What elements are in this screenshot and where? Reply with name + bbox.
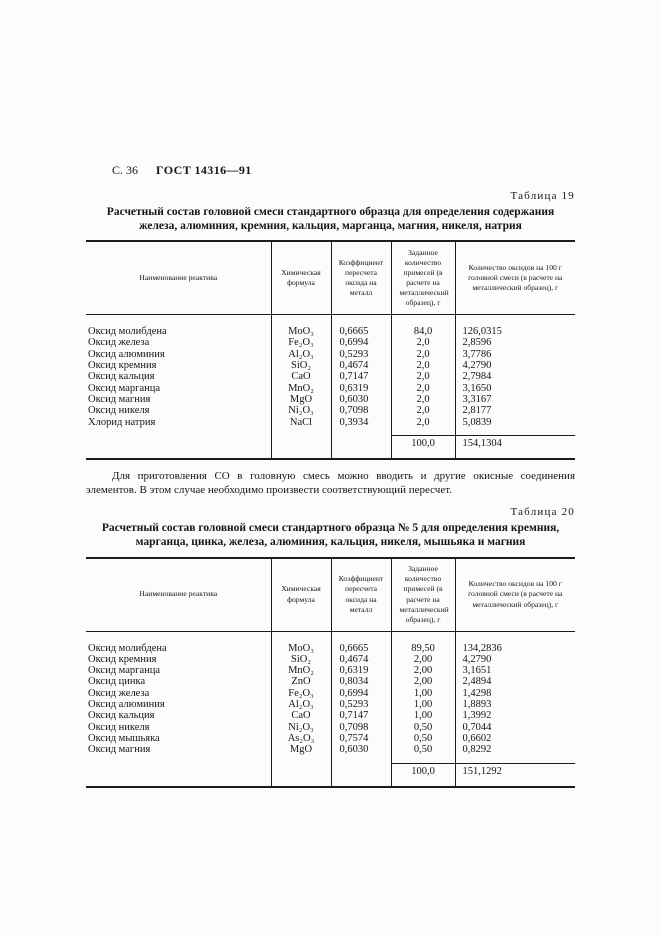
- cell-formula: MoO₃: [271, 315, 331, 338]
- table-row: [86, 383, 575, 394]
- header-chemical-formula: Химическая формула: [271, 241, 331, 315]
- table-row: [86, 417, 575, 436]
- cell-coefficient: 0,7147: [331, 371, 391, 382]
- cell-coefficient: 0,6665: [331, 631, 391, 654]
- cell-quantity: 2,00: [391, 665, 455, 676]
- table-row: [86, 710, 575, 721]
- table-row: [86, 676, 575, 687]
- cell-coefficient: 0,7147: [331, 710, 391, 721]
- cell-oxides: 1,8893: [455, 699, 575, 710]
- cell-quantity: 2,0: [391, 417, 455, 436]
- cell-reagent: Оксид алюминия: [88, 699, 165, 711]
- header-conversion-coefficient: Коэффициент пересчета оксида на металл: [331, 241, 391, 315]
- cell-formula: NaCl: [271, 417, 331, 436]
- cell-reagent: Оксид магния: [88, 744, 151, 756]
- table19-caption: Таблица 19: [510, 190, 575, 202]
- table-row: [86, 722, 575, 733]
- cell-coefficient: 0,6994: [331, 688, 391, 699]
- cell-coefficient: 0,6665: [331, 315, 391, 338]
- table-row: [86, 744, 575, 763]
- header-given-quantity: Заданное количество примесей (в расчете на металлический образец), г: [391, 241, 455, 315]
- cell-quantity: 2,0: [391, 349, 455, 360]
- cell-formula: CaO: [271, 371, 331, 382]
- cell-formula: MnO₂: [271, 665, 331, 676]
- table-totals-row: [86, 435, 575, 459]
- cell-reagent: Оксид кальция: [88, 371, 155, 383]
- cell-coefficient: 0,6030: [331, 744, 391, 763]
- cell-quantity: 2,0: [391, 383, 455, 394]
- header-oxide-quantity: Количество оксидов на 100 г головной смеси (в расчете на металлический образец), г: [455, 558, 575, 632]
- cell-reagent: Оксид молибдена: [88, 326, 167, 338]
- cell-oxides: 5,0839: [455, 417, 575, 436]
- cell-formula: Al₂O₃: [271, 349, 331, 360]
- cell-reagent: Оксид марганца: [88, 665, 161, 677]
- cell-formula: Ni₂O₃: [271, 405, 331, 416]
- header-reagent-name: Наименование реактива: [86, 241, 271, 315]
- table-row: [86, 699, 575, 710]
- cell-quantity: 1,00: [391, 688, 455, 699]
- table-row: [86, 315, 575, 338]
- table-row: [86, 688, 575, 699]
- table-row: [86, 371, 575, 382]
- cell-oxides: 1,3992: [455, 710, 575, 721]
- cell-quantity: 2,0: [391, 405, 455, 416]
- cell-formula: MgO: [271, 394, 331, 405]
- cell-coefficient: 0,6030: [331, 394, 391, 405]
- document-number: ГОСТ 14316—91: [156, 163, 252, 177]
- cell-oxides: 1,4298: [455, 688, 575, 699]
- cell-coefficient: 0,7098: [331, 722, 391, 733]
- cell-quantity: 2,00: [391, 676, 455, 687]
- cell-total-quantity: 100,0: [391, 763, 455, 787]
- cell-quantity: 1,00: [391, 699, 455, 710]
- cell-empty: [331, 763, 391, 787]
- cell-oxides: 2,8177: [455, 405, 575, 416]
- table-row: [86, 394, 575, 405]
- table20: [86, 557, 575, 789]
- cell-coefficient: 0,3934: [331, 417, 391, 436]
- cell-formula: Al₂O₃: [271, 699, 331, 710]
- cell-quantity: 0,50: [391, 733, 455, 744]
- cell-quantity: 2,0: [391, 394, 455, 405]
- cell-coefficient: 0,7574: [331, 733, 391, 744]
- cell-reagent: Оксид железа: [88, 337, 150, 349]
- table-row: [86, 665, 575, 676]
- cell-oxides: 0,8292: [455, 744, 575, 763]
- cell-coefficient: 0,6319: [331, 383, 391, 394]
- cell-reagent: Оксид цинка: [88, 676, 146, 688]
- cell-formula: MoO₃: [271, 631, 331, 654]
- cell-reagent: Оксид никеля: [88, 721, 150, 733]
- cell-formula: ZnO: [271, 676, 331, 687]
- cell-oxides: 3,3167: [455, 394, 575, 405]
- page-number: С. 36: [112, 163, 139, 177]
- cell-quantity: 2,0: [391, 337, 455, 348]
- cell-oxides: 2,7984: [455, 371, 575, 382]
- cell-reagent: Оксид алюминия: [88, 348, 165, 360]
- cell-quantity: 0,50: [391, 722, 455, 733]
- table-header-row: [86, 558, 575, 632]
- cell-quantity: 0,50: [391, 744, 455, 763]
- cell-oxides: 0,7044: [455, 722, 575, 733]
- cell-oxides: 3,1651: [455, 665, 575, 676]
- table-row: [86, 349, 575, 360]
- cell-formula: MgO: [271, 744, 331, 763]
- table20-title: Расчетный состав головной смеси стандартного образца № 5 для определения кремния, марганца, цинка, железа, алюминия, кальция, никеля, мышьяка и магния: [101, 522, 560, 549]
- cell-total-oxides: 151,1292: [455, 763, 575, 787]
- table-row: [86, 405, 575, 416]
- cell-oxides: 134,2836: [455, 631, 575, 654]
- cell-coefficient: 0,5293: [331, 349, 391, 360]
- cell-total-quantity: 100,0: [391, 435, 455, 459]
- table20-caption: Таблица 20: [510, 506, 575, 519]
- cell-empty: [86, 763, 271, 787]
- page-header: [86, 163, 575, 178]
- cell-coefficient: 0,4674: [331, 654, 391, 665]
- cell-reagent: Хлорид натрия: [88, 416, 156, 428]
- table19: [86, 240, 575, 460]
- cell-oxides: 3,7786: [455, 349, 575, 360]
- cell-reagent: Оксид никеля: [88, 405, 150, 417]
- cell-oxides: 4,2790: [455, 360, 575, 371]
- cell-formula: As₂O₃: [271, 733, 331, 744]
- cell-formula: Fe₂O₃: [271, 688, 331, 699]
- cell-quantity: 89,50: [391, 631, 455, 654]
- cell-coefficient: 0,6994: [331, 337, 391, 348]
- cell-reagent: Оксид кремния: [88, 360, 157, 372]
- cell-empty: [331, 435, 391, 459]
- table-row: [86, 654, 575, 665]
- cell-reagent: Оксид кальция: [88, 710, 155, 722]
- table-row: [86, 360, 575, 371]
- cell-reagent: Оксид кремния: [88, 653, 157, 665]
- cell-formula: SiO₂: [271, 360, 331, 371]
- header-conversion-coefficient: Коэффициент пересчета оксида на металл: [331, 558, 391, 632]
- cell-quantity: 2,0: [391, 371, 455, 382]
- cell-empty: [86, 435, 271, 459]
- header-reagent-name: Наименование реактива: [86, 558, 271, 632]
- cell-formula: MnO₂: [271, 383, 331, 394]
- header-given-quantity: Заданное количество примесей (в расчете на металлический образец), г: [391, 558, 455, 632]
- cell-coefficient: 0,7098: [331, 405, 391, 416]
- cell-reagent: Оксид молибдена: [88, 642, 167, 654]
- table-totals-row: [86, 763, 575, 787]
- cell-quantity: 84,0: [391, 315, 455, 338]
- cell-quantity: 2,0: [391, 360, 455, 371]
- table-header-row: [86, 241, 575, 315]
- cell-quantity: 1,00: [391, 710, 455, 721]
- cell-quantity: 2,00: [391, 654, 455, 665]
- table-row: [86, 631, 575, 654]
- cell-formula: Ni₂O₃: [271, 722, 331, 733]
- header-chemical-formula: Химическая формула: [271, 558, 331, 632]
- cell-oxides: 2,8596: [455, 337, 575, 348]
- header-oxide-quantity: Количество оксидов на 100 г головной смеси (в расчете на металлический образец), г: [455, 241, 575, 315]
- cell-oxides: 4,2790: [455, 654, 575, 665]
- cell-empty: [271, 435, 331, 459]
- cell-total-oxides: 154,1304: [455, 435, 575, 459]
- cell-coefficient: 0,6319: [331, 665, 391, 676]
- cell-reagent: Оксид железа: [88, 687, 150, 699]
- table19-title: Расчетный состав головной смеси стандартного образца для определения содержания железа, алюминия, кремния, кальция, марганца, магния, никеля, натрия: [106, 206, 555, 233]
- table-row: [86, 337, 575, 348]
- cell-coefficient: 0,4674: [331, 360, 391, 371]
- cell-oxides: 126,0315: [455, 315, 575, 338]
- cell-reagent: Оксид марганца: [88, 382, 161, 394]
- cell-reagent: Оксид магния: [88, 394, 151, 405]
- cell-formula: Fe₂O₃: [271, 337, 331, 348]
- cell-oxides: 2,4894: [455, 676, 575, 687]
- cell-empty: [271, 763, 331, 787]
- table-row: [86, 733, 575, 744]
- cell-oxides: 3,1650: [455, 383, 575, 394]
- cell-coefficient: 0,5293: [331, 699, 391, 710]
- cell-oxides: 0,6602: [455, 733, 575, 744]
- cell-reagent: Оксид мышьяка: [88, 733, 160, 745]
- cell-formula: CaO: [271, 710, 331, 721]
- note-paragraph: Для приготовления СО в головную смесь можно вводить и другие окисные соединения элементов. В этом случае необходимо произвести соответствующий пересчет.: [86, 470, 575, 497]
- cell-coefficient: 0,8034: [331, 676, 391, 687]
- cell-formula: SiO₂: [271, 654, 331, 665]
